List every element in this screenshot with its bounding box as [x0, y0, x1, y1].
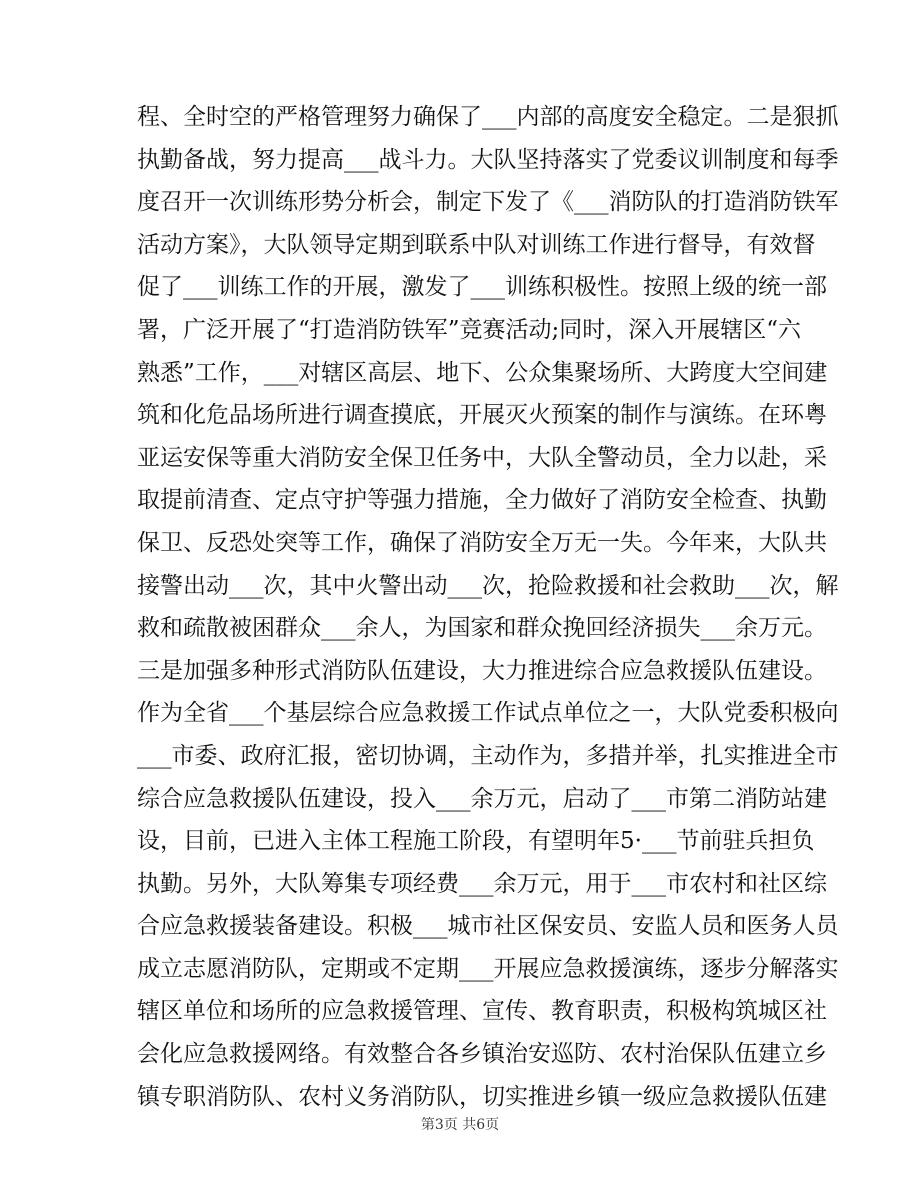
- text-line: 救和疏散被困群众___余人，为国家和群众挽回经济损失___余万元。: [137, 615, 827, 642]
- text-line: 保卫、反恐处突等工作，确保了消防安全万无一失。今年来，大队共: [137, 529, 827, 556]
- text-line: ___市委、政府汇报，密切协调，主动作为，多措并举，扎实推进全市: [137, 742, 839, 769]
- text-line: 成立志愿消防队，定期或不定期___开展应急救援演练，逐步分解落实: [137, 955, 839, 982]
- text-line: 取提前清查、定点守护等强力措施，全力做好了消防安全检查、执勤: [137, 487, 827, 514]
- text-line: 辖区单位和场所的应急救援管理、宣传、教育职责，积极构筑城区社: [137, 998, 827, 1025]
- text-line: 接警出动___次，其中火警出动___次，抢险救援和社会救助___次，解: [137, 572, 839, 599]
- text-line: 执勤。另外，大队筹集专项经费___余万元，用于___市农村和社区综: [137, 870, 827, 897]
- text-line: 作为全省___个基层综合应急救援工作试点单位之一，大队党委积极向: [137, 700, 839, 727]
- text-line: 会化应急救援网络。有效整合各乡镇治安巡防、农村治保队伍建立乡: [137, 1041, 827, 1068]
- text-line: 镇专职消防队、农村义务消防队，切实推进乡镇一级应急救援队伍建: [137, 1083, 827, 1110]
- page-number: 第3页 共6页: [420, 1117, 500, 1133]
- text-line: 活动方案》，大队领导定期到联系中队对训练工作进行督导，有效督: [137, 231, 816, 258]
- text-line: 设，目前，已进入主体工程施工阶段，有望明年5·___节前驻兵担负: [137, 828, 815, 855]
- text-line: 熟悉”工作，___对辖区高层、地下、公众集聚场所、大跨度大空间建: [137, 359, 828, 386]
- text-line: 程、全时空的严格管理努力确保了___内部的高度安全稳定。二是狠抓: [137, 104, 839, 130]
- text-line: 三是加强多种形式消防队伍建设，大力推进综合应急救援队伍建设。: [137, 657, 827, 684]
- text-line: 亚运安保等重大消防安全保卫任务中，大队全警动员，全力以赴，采: [137, 444, 827, 471]
- text-line: 综合应急救援队伍建设，投入___余万元，启动了___市第二消防站建: [137, 785, 827, 812]
- text-line: 合应急救援装备建设。积极___城市社区保安员、安监人员和医务人员: [137, 913, 839, 940]
- text-line: 筑和化危品场所进行调查摸底，开展灭火预案的制作与演练。在环粤: [137, 402, 827, 429]
- text-line: 执勤备战，努力提高___战斗力。大队坚持落实了党委议训制度和每季: [137, 146, 839, 173]
- text-line: 度召开一次训练形势分析会，制定下发了《___消防队的打造消防铁军: [137, 189, 839, 216]
- text-line: 促了___训练工作的开展，激发了___训练积极性。按照上级的统一部: [137, 274, 827, 301]
- text-line: 署，广泛开展了“打造消防铁军”竞赛活动;同时，深入开展辖区“六: [137, 316, 802, 343]
- body-text: [137, 96, 839, 1118]
